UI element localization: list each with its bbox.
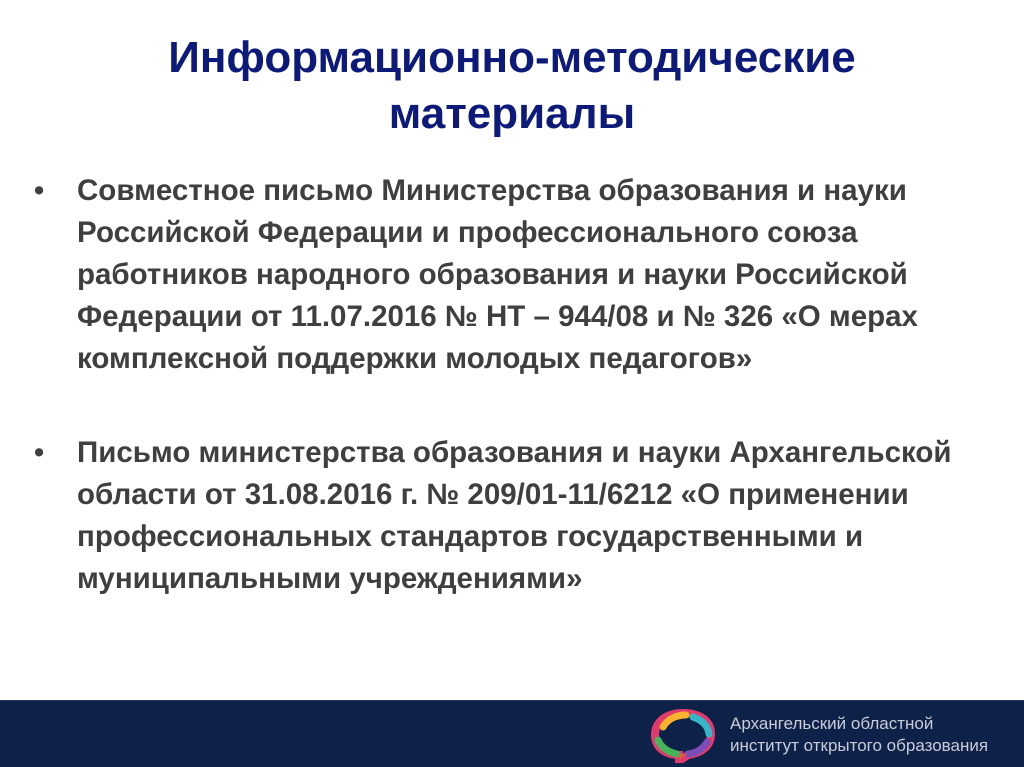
bullet-text: Совместное письмо Министерства образования и науки Российской Федерации и профессионального союза работников народного образования и науки Российской Федерации от 11.07.2016 № НТ – 944/08 и № 326 «О мерах комплексной поддержки молодых педагогов» [77,174,918,375]
bullet-item [34,432,994,600]
bullet-text: Письмо министерства образования и науки Архангельской области от 31.08.2016 г. № 209/01-11/6212 «О применении профессиональных стандартов государственными и муниципальными учреждениями» [77,436,952,595]
colorful-speech-bubble-logo-icon [648,709,718,763]
organization-name [730,713,1020,757]
organization-name-line-1: Архангельский областной [730,714,934,733]
bullet-list [34,170,994,600]
bullet-marker: • [34,175,45,207]
bullet-item [34,170,994,380]
bullet-marker: • [34,437,45,469]
slide-title: Информационно-методические материалы [168,33,856,138]
footer-bar [0,700,1024,767]
organization-name-line-2: институт открытого образования [730,736,989,755]
